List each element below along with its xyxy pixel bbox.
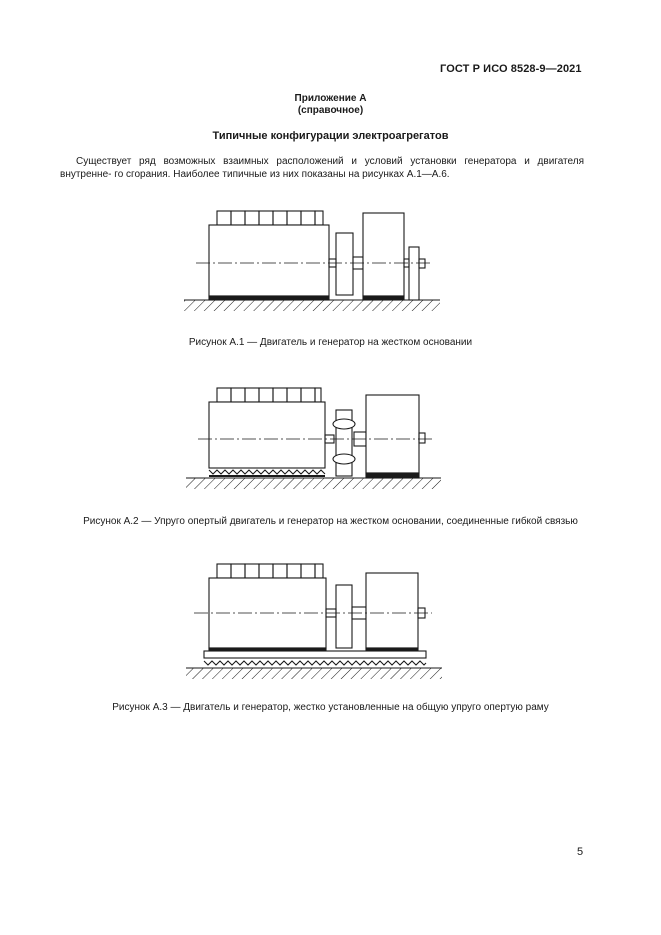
figure-a3-caption: Рисунок А.3 — Двигатель и генератор, жестко установленные на общую упруго опертую раму [112, 702, 549, 713]
figure-a1-caption: Рисунок А.1 — Двигатель и генератор на жестком основании [188, 337, 473, 348]
figure-a3-drawing [186, 564, 442, 679]
section-title: Типичные конфигурации электроагрегатов [212, 130, 449, 142]
figure-a2-drawing [186, 388, 441, 489]
document-header: ГОСТ Р ИСО 8528-9—2021 [440, 63, 582, 75]
intro-line-2: го сгорания. Наиболее типичные из них показаны на рисунках А.1—А.6. [114, 169, 450, 180]
figure-a1-drawing [184, 211, 440, 311]
figure-a2-caption: Рисунок А.2 — Упруго опертый двигатель и генератор на жестком основании, соединенные гибкой связью [83, 516, 578, 527]
page-number: 5 [577, 846, 584, 858]
appendix-note: (справочное) [297, 105, 364, 116]
appendix-title: Приложение А [294, 93, 367, 104]
intro-line-1: Существует ряд возможных взаимных расположений и условий установки генератора и двигателя внутренне- [60, 156, 584, 180]
